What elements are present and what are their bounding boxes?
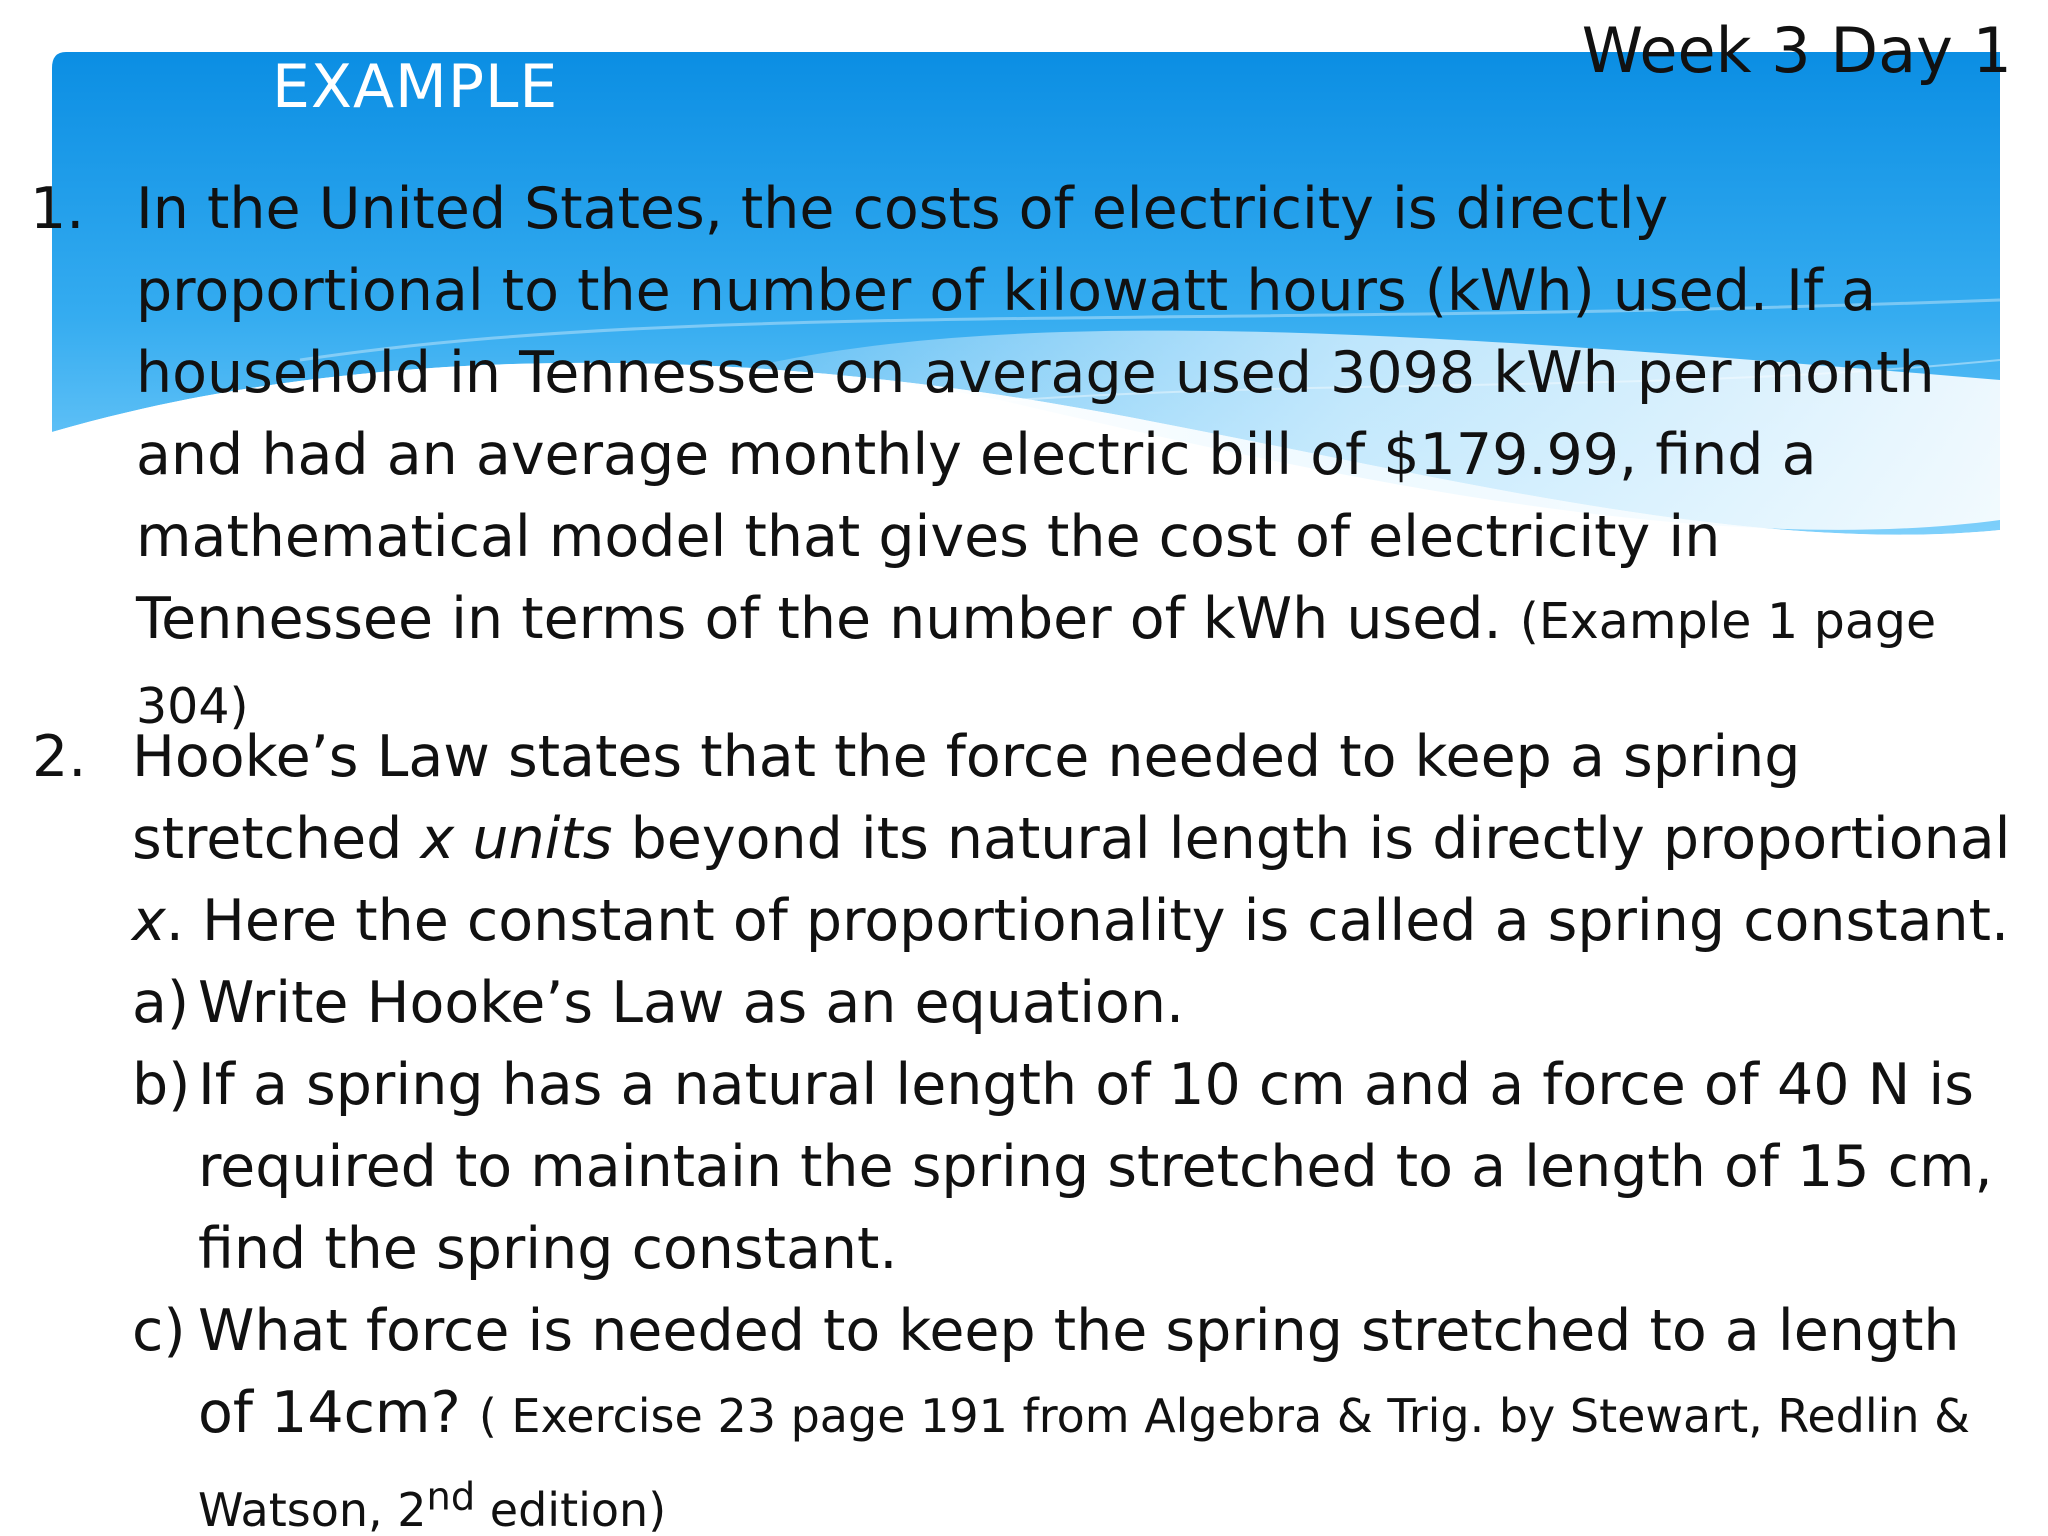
problem-2-intro bbox=[132, 716, 2032, 962]
slide-header-title: EXAMPLE bbox=[272, 52, 559, 122]
units-word: units bbox=[472, 806, 613, 872]
part-c-text: What force is needed to keep the spring stretched to a length of 14cm? bbox=[198, 1298, 1960, 1446]
part-c-text-block bbox=[132, 1290, 2032, 1536]
part-c-reference-end: edition) bbox=[475, 1483, 667, 1536]
problem-2-intro-part-1: Hooke’s Law states that the force needed to keep a spring stretched bbox=[132, 724, 1801, 872]
variable-x: x bbox=[420, 806, 455, 872]
problem-2-intro-part-2: beyond its natural length is directly proportional bbox=[612, 806, 2011, 872]
problem-1-reference: (Example 1 page 304) bbox=[136, 593, 1937, 735]
problem-2-part-c bbox=[132, 1290, 2032, 1536]
problem-2-intro-part-3: . Here the constant of proportionality is called a spring constant. bbox=[165, 888, 2010, 954]
variable-x-second: x bbox=[132, 888, 166, 954]
problem-2-number: 2. bbox=[32, 724, 87, 790]
part-c-reference-superscript: nd bbox=[426, 1475, 476, 1520]
part-c-reference bbox=[198, 1389, 1970, 1536]
problem-1-number: 1. bbox=[30, 176, 85, 242]
problem-2 bbox=[32, 716, 2032, 1536]
problem-1-text: In the United States, the costs of electricity is directly proportional to the number of kilowatt hours (kWh) used. If a household in Tennessee on average used 3098 kWh per month and had an average monthly electric bill of $179.99, find a mathematical model that gives the cost of electricity in Tennessee in terms of the number of kWh used. bbox=[136, 176, 1935, 652]
problem-1 bbox=[30, 168, 2016, 748]
part-a-text: Write Hooke’s Law as an equation. bbox=[198, 970, 1185, 1036]
problem-2-part-b bbox=[132, 1044, 2032, 1290]
part-a-label: a) bbox=[132, 970, 190, 1036]
part-c-label: c) bbox=[132, 1298, 186, 1364]
part-b-label: b) bbox=[132, 1052, 191, 1118]
part-c-reference-main: ( Exercise 23 page 191 from Algebra & Trig. by Stewart, Redlin & Watson, 2 bbox=[198, 1389, 1971, 1536]
part-b-text: If a spring has a natural length of 10 cm and a force of 40 N is required to maintain the spring stretched to a length of 15 cm, find the spring constant. bbox=[198, 1052, 1993, 1282]
week-day-label: Week 3 Day 1 bbox=[1581, 14, 2012, 87]
problem-2-part-a bbox=[132, 962, 2032, 1044]
